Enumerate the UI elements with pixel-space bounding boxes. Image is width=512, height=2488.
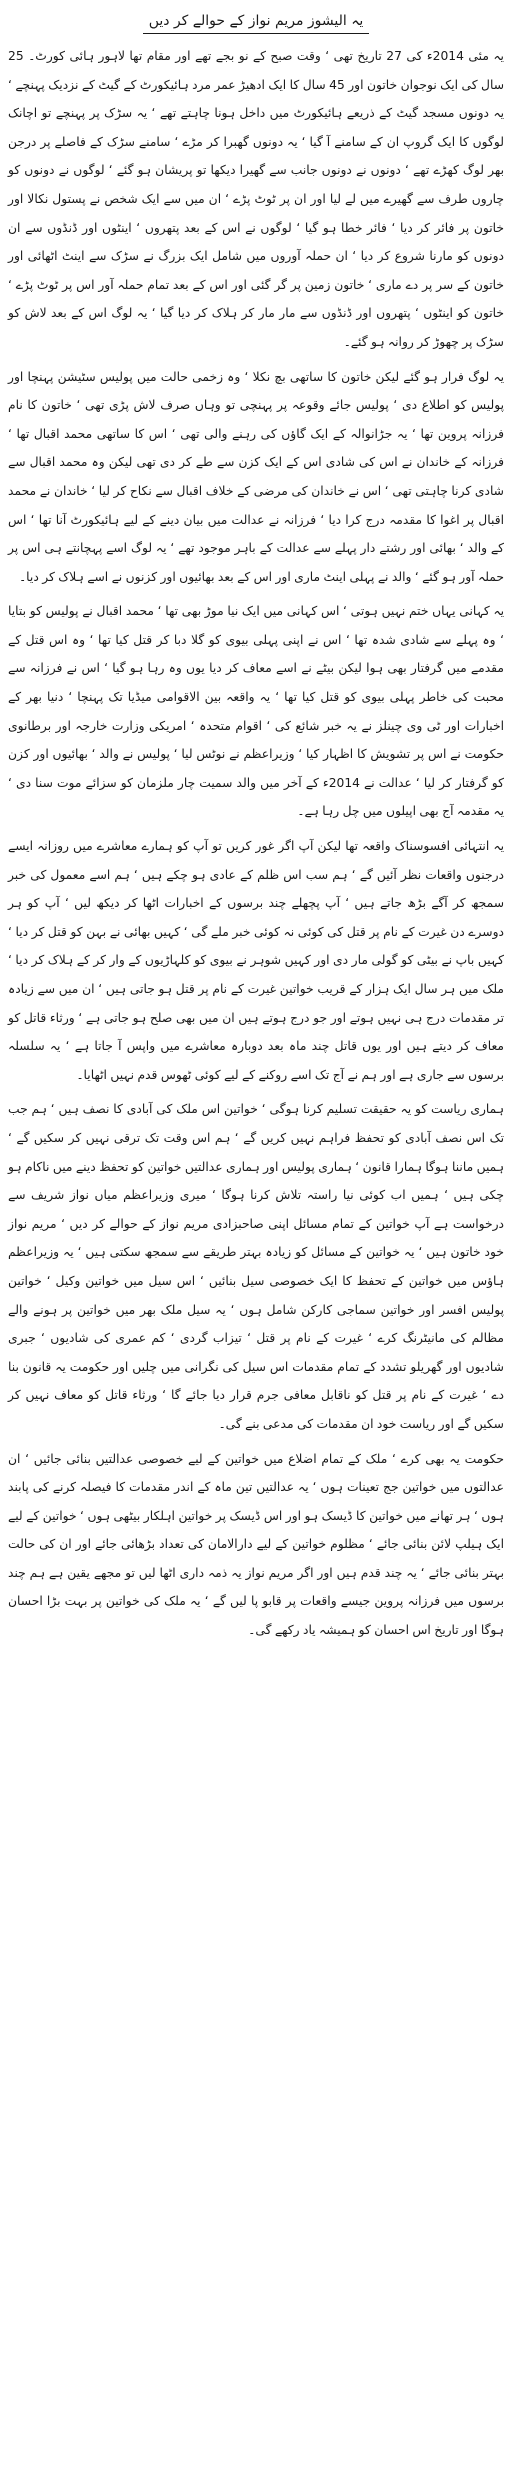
headline-text: یہ الیشوز مریم نواز کے حوالے کر دیں xyxy=(143,10,370,34)
article-paragraph: ہماری ریاست کو یہ حقیقت تسلیم کرنا ہوگی ‘ خواتین اس ملک کی آبادی کا نصف ہیں ‘ ہم جب تک اس نصف آبادی کو تحفظ فراہم نہیں کریں گے ‘ ہم اس وقت تک ترقی نہیں کر سکیں گے ‘ ہمیں ماننا ہوگا ہمارا قانون ‘ ہماری پولیس اور ہماری عدالتیں خواتین کو تحفظ دینے میں ناکام ہو چکی ہیں ‘ ہمیں اب کوئی نیا راستہ تلاش کرنا ہوگا ‘ میری وزیراعظم میاں نواز شریف سے درخواست ہے آپ خواتین کے تمام مسائل اپنی صاحبزادی مریم نواز کے حوالے کر دیں ‘ مریم نواز خود خاتون ہیں ‘ یہ خواتین کے مسائل کو زیادہ بہتر طریقے سے سمجھ سکتی ہیں ‘ یہ وزیراعظم ہاؤس میں خواتین کے تحفظ کا ایک خصوصی سیل بنائیں ‘ اس سیل میں خواتین وکیل ‘ خواتین پولیس افسر اور خواتین سماجی کارکن شامل ہوں ‘ یہ سیل ملک بھر میں خواتین پر ہونے والے مظالم کی مانیٹرنگ کرے ‘ غیرت کے نام پر قتل ‘ تیزاب گردی ‘ کم عمری کی شادیوں ‘ جبری شادیوں اور گھریلو تشدد کے تمام مقدمات اس سیل کی نگرانی میں چلیں اور حکومت یہ قانون بنا دے ‘ غیرت کے نام پر قتل کو ناقابل معافی جرم قرار دیا جائے گا ‘ ورثاء قاتل کو معاف نہیں کر سکیں گے اور ریاست خود ان مقدمات کی مدعی بنے گی۔ xyxy=(8,1102,504,1431)
article-paragraph: یہ لوگ فرار ہو گئے لیکن خاتون کا ساتھی بچ نکلا ‘ وہ زخمی حالت میں پولیس سٹیشن پہنچا اور پولیس کو اطلاع دی ‘ پولیس جائے وقوعہ پر پہنچی تو وہاں صرف لاش پڑی تھی ‘ خاتون کا نام فرزانہ پروین تھا ‘ یہ جڑانوالہ کے ایک گاؤں کی رہنے والی تھی ‘ اس کا ساتھی محمد اقبال تھا ‘ فرزانہ کے خاندان نے اس کی شادی اس کے ایک کزن سے طے کر دی تھی لیکن وہ محمد اقبال سے شادی کرنا چاہتی تھی ‘ اس نے خاندان کی مرضی کے خلاف اقبال سے نکاح کر لیا ‘ خاندان نے محمد اقبال پر اغوا کا مقدمہ درج کرا دیا ‘ فرزانہ نے عدالت میں بیان دینے کے لیے ہائیکورٹ آنا تھا ‘ اس کے والد ‘ بھائی اور رشتے دار پہلے سے عدالت کے باہر موجود تھے ‘ یہ لوگ اسے پہچانتے ہی اس پر حملہ آور ہو گئے ‘ والد نے پہلی اینٹ ماری اور اس کے بعد بھائیوں اور کزنوں نے اسے ہلاک کر دیا۔ xyxy=(8,369,504,584)
article-paragraph: یہ کہانی یہاں ختم نہیں ہوتی ‘ اس کہانی میں ایک نیا موڑ بھی تھا ‘ محمد اقبال نے پولیس کو بتایا ‘ وہ پہلے سے شادی شدہ تھا ‘ اس نے اپنی پہلی بیوی کو گلا دبا کر قتل کیا تھا ‘ وہ اس قتل کے مقدمے میں گرفتار بھی ہوا لیکن بیٹے نے اسے معاف کر دیا یوں وہ رہا ہو گیا ‘ اس نے فرزانہ سے محبت کی خاطر پہلی بیوی کو قتل کیا تھا ‘ یہ واقعہ بین الاقوامی میڈیا تک پہنچا ‘ دنیا بھر کے اخبارات اور ٹی وی چینلز نے یہ خبر شائع کی ‘ اقوام متحدہ ‘ امریکی وزارت خارجہ اور برطانوی حکومت نے اس پر تشویش کا اظہار کیا ‘ وزیراعظم نے نوٹس لیا ‘ پولیس نے والد ‘ بھائیوں اور کزن کو گرفتار کر لیا ‘ عدالت نے 2014ء کے آخر میں والد سمیت چار ملزمان کو سزائے موت سنا دی ‘ یہ مقدمہ آج بھی اپیلوں میں چل رہا ہے۔ xyxy=(8,604,504,819)
article-paragraph: حکومت یہ بھی کرے ‘ ملک کے تمام اضلاع میں خواتین کے لیے خصوصی عدالتیں بنائی جائیں ‘ ان عدالتوں میں خواتین جج تعینات ہوں ‘ یہ عدالتیں تین ماہ کے اندر مقدمات کا فیصلہ کرنے کی پابند ہوں ‘ ہر تھانے میں خواتین کا ڈیسک ہو اور اس ڈیسک پر خواتین اہلکار بیٹھی ہوں ‘ خواتین کے لیے ایک ہیلپ لائن بنائی جائے ‘ مظلوم خواتین کے لیے دارالامان کی تعداد بڑھائی جائے اور ان کی حالت بہتر بنائی جائے ‘ یہ چند قدم ہیں اور اگر مریم نواز یہ ذمہ داری اٹھا لیں تو مجھے یقین ہے ہم چند برسوں میں فرزانہ پروین جیسے واقعات پر قابو پا لیں گے ‘ یہ ملک کی خواتین پر بہت بڑا احسان ہوگا اور تاریخ اس احسان کو ہمیشہ یاد رکھے گی۔ xyxy=(8,1451,504,1638)
article-paragraph: یہ مئی 2014ء کی 27 تاریخ تھی ‘ وقت صبح کے نو بجے تھے اور مقام تھا لاہور ہائی کورٹ۔ 25 سال کی ایک نوجوان خاتون اور 45 سال کا ایک ادھیڑ عمر مرد ہائیکورٹ کے گیٹ کے نزدیک پہنچے ‘ یہ دونوں مسجد گیٹ کے ذریعے ہائیکورٹ میں داخل ہونا چاہتے تھے ‘ یہ سڑک پر پہنچے تو اچانک لوگوں کا ایک گروپ ان کے سامنے آ گیا ‘ یہ دونوں گھبرا کر مڑے ‘ سامنے سڑک کے فاصلے پر درجن بھر لوگ کھڑے تھے ‘ دونوں نے دونوں جانب سے گھیرا دیکھا تو پریشان ہو گئے ‘ لوگوں نے دونوں کو چاروں طرف سے گھیرے میں لے لیا اور ان پر ٹوٹ پڑے ‘ ان میں سے ایک شخص نے پستول نکالا اور خاتون پر فائر کر دیا ‘ فائر خطا ہو گیا ‘ لوگوں نے اس کے بعد پتھروں ‘ اینٹوں اور ڈنڈوں سے ان دونوں کو مارنا شروع کر دیا ‘ ان حملہ آوروں میں شامل ایک بزرگ نے سڑک سے اینٹ اٹھائی اور خاتون کے سر پر دے ماری ‘ خاتون زمین پر گر گئی اور اس کے بعد تمام حملہ آور اس پر ٹوٹ پڑے ‘ خاتون کو اینٹوں ‘ پتھروں اور ڈنڈوں سے مار مار کر ہلاک کر دیا گیا ‘ یہ لوگ اس کے بعد لاش کو سڑک پر چھوڑ کر روانہ ہو گئے۔ xyxy=(8,49,505,349)
article-paragraph: یہ انتہائی افسوسناک واقعہ تھا لیکن آپ اگر غور کریں تو آپ کو ہمارے معاشرے میں روزانہ ایسے درجنوں واقعات نظر آئیں گے ‘ ہم سب اس ظلم کے عادی ہو چکے ہیں ‘ ہم اسے معمول کی خبر سمجھ کر آگے بڑھ جاتے ہیں ‘ آپ پچھلے چند برسوں کے اخبارات اٹھا کر دیکھ لیں ‘ آپ کو ہر دوسرے دن غیرت کے نام پر قتل کی کوئی نہ کوئی خبر ملے گی ‘ کہیں بھائی نے بہن کو قتل کر دیا ‘ کہیں باپ نے بیٹی کو گولی مار دی اور کہیں شوہر نے بیوی کو کلہاڑیوں کے وار کر کے ہلاک کر دیا ‘ ملک میں ہر سال ایک ہزار کے قریب خواتین غیرت کے نام پر قتل ہو جاتی ہیں ‘ ان میں سے زیادہ تر مقدمات درج ہی نہیں ہوتے اور جو درج ہوتے ہیں ان میں بھی صلح ہو جاتی ہے ‘ ورثاء قاتل کو معاف کر دیتے ہیں اور یوں قاتل چند ماہ بعد دوبارہ معاشرے میں واپس آ جاتا ہے ‘ یہ سلسلہ برسوں سے جاری ہے اور ہم نے آج تک اسے روکنے کے لیے کوئی ٹھوس قدم نہیں اٹھایا۔ xyxy=(8,839,504,1082)
article-headline xyxy=(8,10,504,34)
